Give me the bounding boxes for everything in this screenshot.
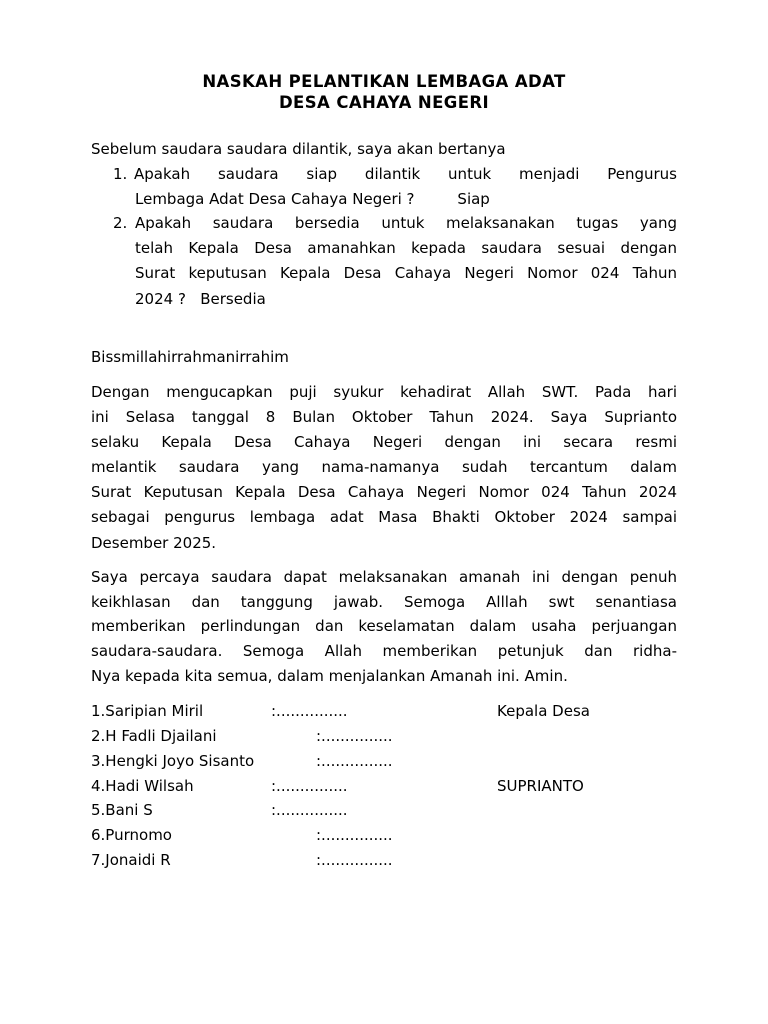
member-name: 4.Hadi Wilsah [91, 777, 194, 795]
question-1-line2: Lembaga Adat Desa Cahaya Negeri ? Siap [135, 190, 490, 208]
paragraph-2-line: Nya kepada kita semua, dalam menjalankan Amanah ini. Amin. [91, 667, 568, 685]
signature-role: Kepala Desa [497, 702, 590, 720]
question-2-line3: Surat keputusan Kepala Desa Cahaya Negeri Nomor 024 Tahun [135, 264, 677, 282]
member-name: 6.Purnomo [91, 826, 172, 844]
member-dots: :............... [271, 702, 348, 720]
question-number: 1. [113, 165, 128, 183]
paragraph-2-line: saudara-saudara. Semoga Allah memberikan petunjuk dan ridha- [91, 642, 677, 660]
paragraph-1-line: Desember 2025. [91, 534, 217, 552]
paragraph-1-line: ini Selasa tanggal 8 Bulan Oktober Tahun 2024. Saya Suprianto [91, 408, 677, 426]
paragraph-1-line: selaku Kepala Desa Cahaya Negeri dengan ini secara resmi [91, 433, 677, 451]
member-name: 7.Jonaidi R [91, 851, 171, 869]
question-1-line1: Apakah saudara siap dilantik untuk menjadi Pengurus [134, 165, 677, 183]
member-name: 3.Hengki Joyo Sisanto [91, 752, 255, 770]
intro-text: Sebelum saudara saudara dilantik, saya akan bertanya [91, 140, 506, 158]
member-name: 5.Bani S [91, 801, 153, 819]
member-dots: :............... [271, 801, 348, 819]
paragraph-2-line: Saya percaya saudara dapat melaksanakan amanah ini dengan penuh [91, 568, 677, 586]
document-title-line2: DESA CAHAYA NEGERI [278, 93, 490, 112]
basmalah: Bissmillahirrahmanirrahim [91, 348, 289, 366]
paragraph-1-line: sebagai pengurus lembaga adat Masa Bhakti Oktober 2024 sampai [91, 508, 677, 526]
paragraph-1-line: Surat Keputusan Kepala Desa Cahaya Negeri Nomor 024 Tahun 2024 [91, 483, 677, 501]
paragraph-1-line: Dengan mengucapkan puji syukur kehadirat Allah SWT. Pada hari [91, 383, 677, 401]
member-dots: :............... [316, 727, 393, 745]
question-2-line2: telah Kepala Desa amanahkan kepada saudara sesuai dengan [135, 239, 677, 257]
document-title-line1: NASKAH PELANTIKAN LEMBAGA ADAT [202, 72, 566, 91]
member-dots: :............... [271, 777, 348, 795]
question-number: 2. [113, 214, 128, 232]
member-name: 2.H Fadli Djailani [91, 727, 217, 745]
member-dots: :............... [316, 851, 393, 869]
member-dots: :............... [316, 826, 393, 844]
signature-name: SUPRIANTO [497, 777, 584, 795]
member-name: 1.Saripian Miril [91, 702, 204, 720]
paragraph-2-line: memberikan perlindungan dan keselamatan dalam usaha perjuangan [91, 617, 677, 635]
paragraph-2-line: keikhlasan dan tanggung jawab. Semoga Alllah swt senantiasa [91, 593, 677, 611]
member-dots: :............... [316, 752, 393, 770]
paragraph-1-line: melantik saudara yang nama-namanya sudah tercantum dalam [91, 458, 677, 476]
question-2-line1: Apakah saudara bersedia untuk melaksanakan tugas yang [135, 214, 677, 232]
question-2-line4: 2024 ? Bersedia [135, 290, 266, 308]
